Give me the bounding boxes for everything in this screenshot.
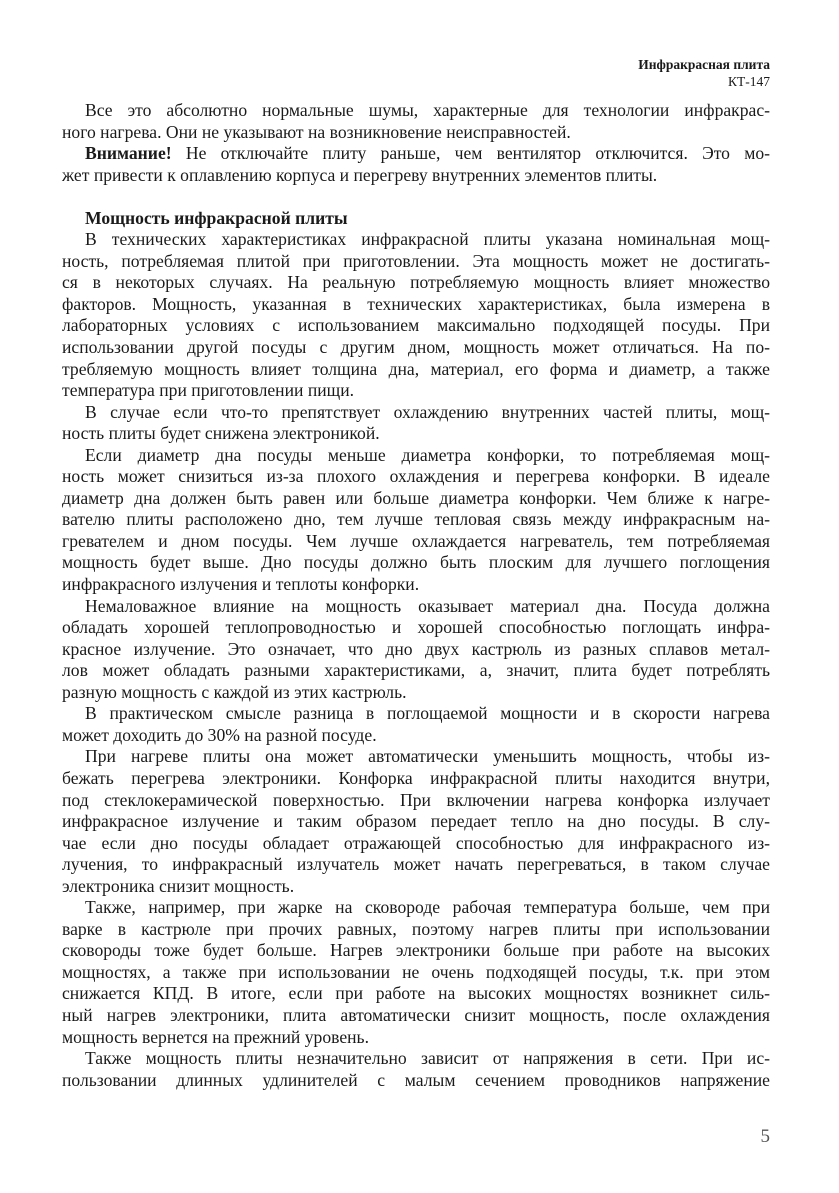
text-line: сковороды тоже будет больше. Нагрев электроники больше при работе на высоких xyxy=(62,940,770,961)
text-line: инфракрасное излучение и таким образом передает тепло на дно посуды. В слу- xyxy=(62,811,770,832)
text-line: чае если дно посуды обладает отражающей способностью для инфракрасного из- xyxy=(62,832,770,853)
paragraph xyxy=(62,703,770,746)
text-line: снижается КПД. В итоге, если при работе на высоких мощностях возникнет силь- xyxy=(62,983,770,1004)
text-line: Немаловажное влияние на мощность оказывает материал дна. Посуда должна xyxy=(85,595,770,616)
text-line: может доходить до 30% на разной посуде. xyxy=(62,724,377,745)
text-line: разную мощность с каждой из этих кастрюль. xyxy=(62,681,407,702)
text-line: пользовании длинных удлинителей с малым сечением проводников напряжение xyxy=(62,1069,770,1090)
text-line: В технических характеристиках инфракрасной плиты указана номинальная мощ- xyxy=(85,229,770,250)
warning-label: Внимание! xyxy=(85,143,172,164)
paragraph xyxy=(62,596,770,704)
text-line: мощностях, а также при использовании не очень подходящей посуды, т.к. при этом xyxy=(62,961,770,982)
text-line: Все это абсолютно нормальные шумы, характерные для технологии инфракрас- xyxy=(85,100,770,120)
spacer xyxy=(62,186,770,208)
page-number: 5 xyxy=(760,1126,770,1147)
paragraph xyxy=(62,445,770,596)
text-line: ность, потребляемая плитой при приготовлении. Эта мощность может не достигать- xyxy=(62,250,770,271)
text-line: мощность вернется на прежний уровень. xyxy=(62,1026,369,1047)
text-line: ный нагрев электроники, плита автоматически снизит мощность, после охлаждения xyxy=(62,1004,770,1025)
paragraph xyxy=(62,229,770,401)
text-line: использовании другой посуды с другим дном, мощность может отличаться. На по- xyxy=(62,337,770,358)
warning-paragraph xyxy=(62,143,770,186)
text-line: под стеклокерамической поверхностью. При включении нагрева конфорка излучает xyxy=(62,789,770,810)
paragraph xyxy=(62,100,770,143)
text-line: диаметр дна должен быть равен или больше диаметра конфорки. Чем ближе к нагре- xyxy=(62,487,770,508)
running-head-title: Инфракрасная плита xyxy=(638,57,770,72)
text-line: электроника снизит мощность. xyxy=(62,875,295,896)
text-line: красное излучение. Это означает, что дно двух кастрюль из разных сплавов метал- xyxy=(62,638,770,659)
text-line: Также мощность плиты незначительно зависит от напряжения в сети. При ис- xyxy=(85,1048,770,1069)
text-line: Если диаметр дна посуды меньше диаметра конфорки, то потребляемая мощ- xyxy=(85,444,770,465)
paragraph xyxy=(62,746,770,897)
paragraph xyxy=(62,897,770,1048)
section-heading: Мощность инфракрасной плиты xyxy=(85,207,348,228)
text-line: варке в кастрюле при прочих равных, поэтому нагрев плиты при использовании xyxy=(62,918,770,939)
text-line: жет привести к оплавлению корпуса и перегреву внутренних элементов плиты. xyxy=(62,164,658,185)
text-line: Внимание! Не отключайте плиту раньше, чем вентилятор отключится. Это мо- xyxy=(85,143,770,164)
text-line: инфракрасного излучения и теплоты конфорки. xyxy=(62,574,420,595)
text-line: Также, например, при жарке на сковороде рабочая температура больше, чем при xyxy=(85,897,770,918)
text-line: бежать перегрева электроники. Конфорка инфракрасной плиты находится внутри, xyxy=(62,767,770,788)
text-line: В практическом смысле разница в поглощаемой мощности и в скорости нагрева xyxy=(85,703,770,724)
text-line: лучения, то инфракрасный излучатель может начать перегреваться, в таком случае xyxy=(62,854,770,875)
text-line: лабораторных условиях с использованием максимально подходящей посуды. При xyxy=(62,315,770,336)
paragraph xyxy=(62,1048,770,1091)
paragraph xyxy=(62,402,770,445)
text-line: мощность будет выше. Дно посуды должно быть плоским для лучшего поглощения xyxy=(62,552,770,573)
text-line: обладать хорошей теплопроводностью и хорошей способностью поглощать инфра- xyxy=(62,617,770,638)
text-line: ного нагрева. Они не указывают на возникновение неисправностей. xyxy=(62,121,571,142)
text-line: ность плиты будет снижена электроникой. xyxy=(62,423,380,444)
running-head-model: КТ-147 xyxy=(728,74,770,89)
text-line: ся в некоторых случаях. На реальную потребляемую мощность влияет множество xyxy=(62,272,770,293)
running-head xyxy=(638,56,770,90)
text-line: лов может обладать разными характеристиками, а, значит, плита будет потреблять xyxy=(62,660,770,681)
text-line: В случае если что-то препятствует охлаждению внутренних частей плиты, мощ- xyxy=(85,401,770,422)
text-line: ность может снизиться из-за плохого охлаждения и перегрева конфорки. В идеале xyxy=(62,466,770,487)
text-line: гревателем и дном посуды. Чем лучше охлаждается нагреватель, тем потребляемая xyxy=(62,530,770,551)
text-line: требляемую мощность влияет толщина дна, материал, его форма и диаметр, а также xyxy=(62,358,770,379)
body-text xyxy=(62,100,770,1091)
text-line: вателю плиты расположено дно, тем лучше тепловая связь между инфракрасным на- xyxy=(62,509,770,530)
text-line: факторов. Мощность, указанная в технических характеристиках, была измерена в xyxy=(62,293,770,314)
text-line: температура при приготовлении пищи. xyxy=(62,380,355,401)
text-line: При нагреве плиты она может автоматически уменьшить мощность, чтобы из- xyxy=(85,746,770,767)
